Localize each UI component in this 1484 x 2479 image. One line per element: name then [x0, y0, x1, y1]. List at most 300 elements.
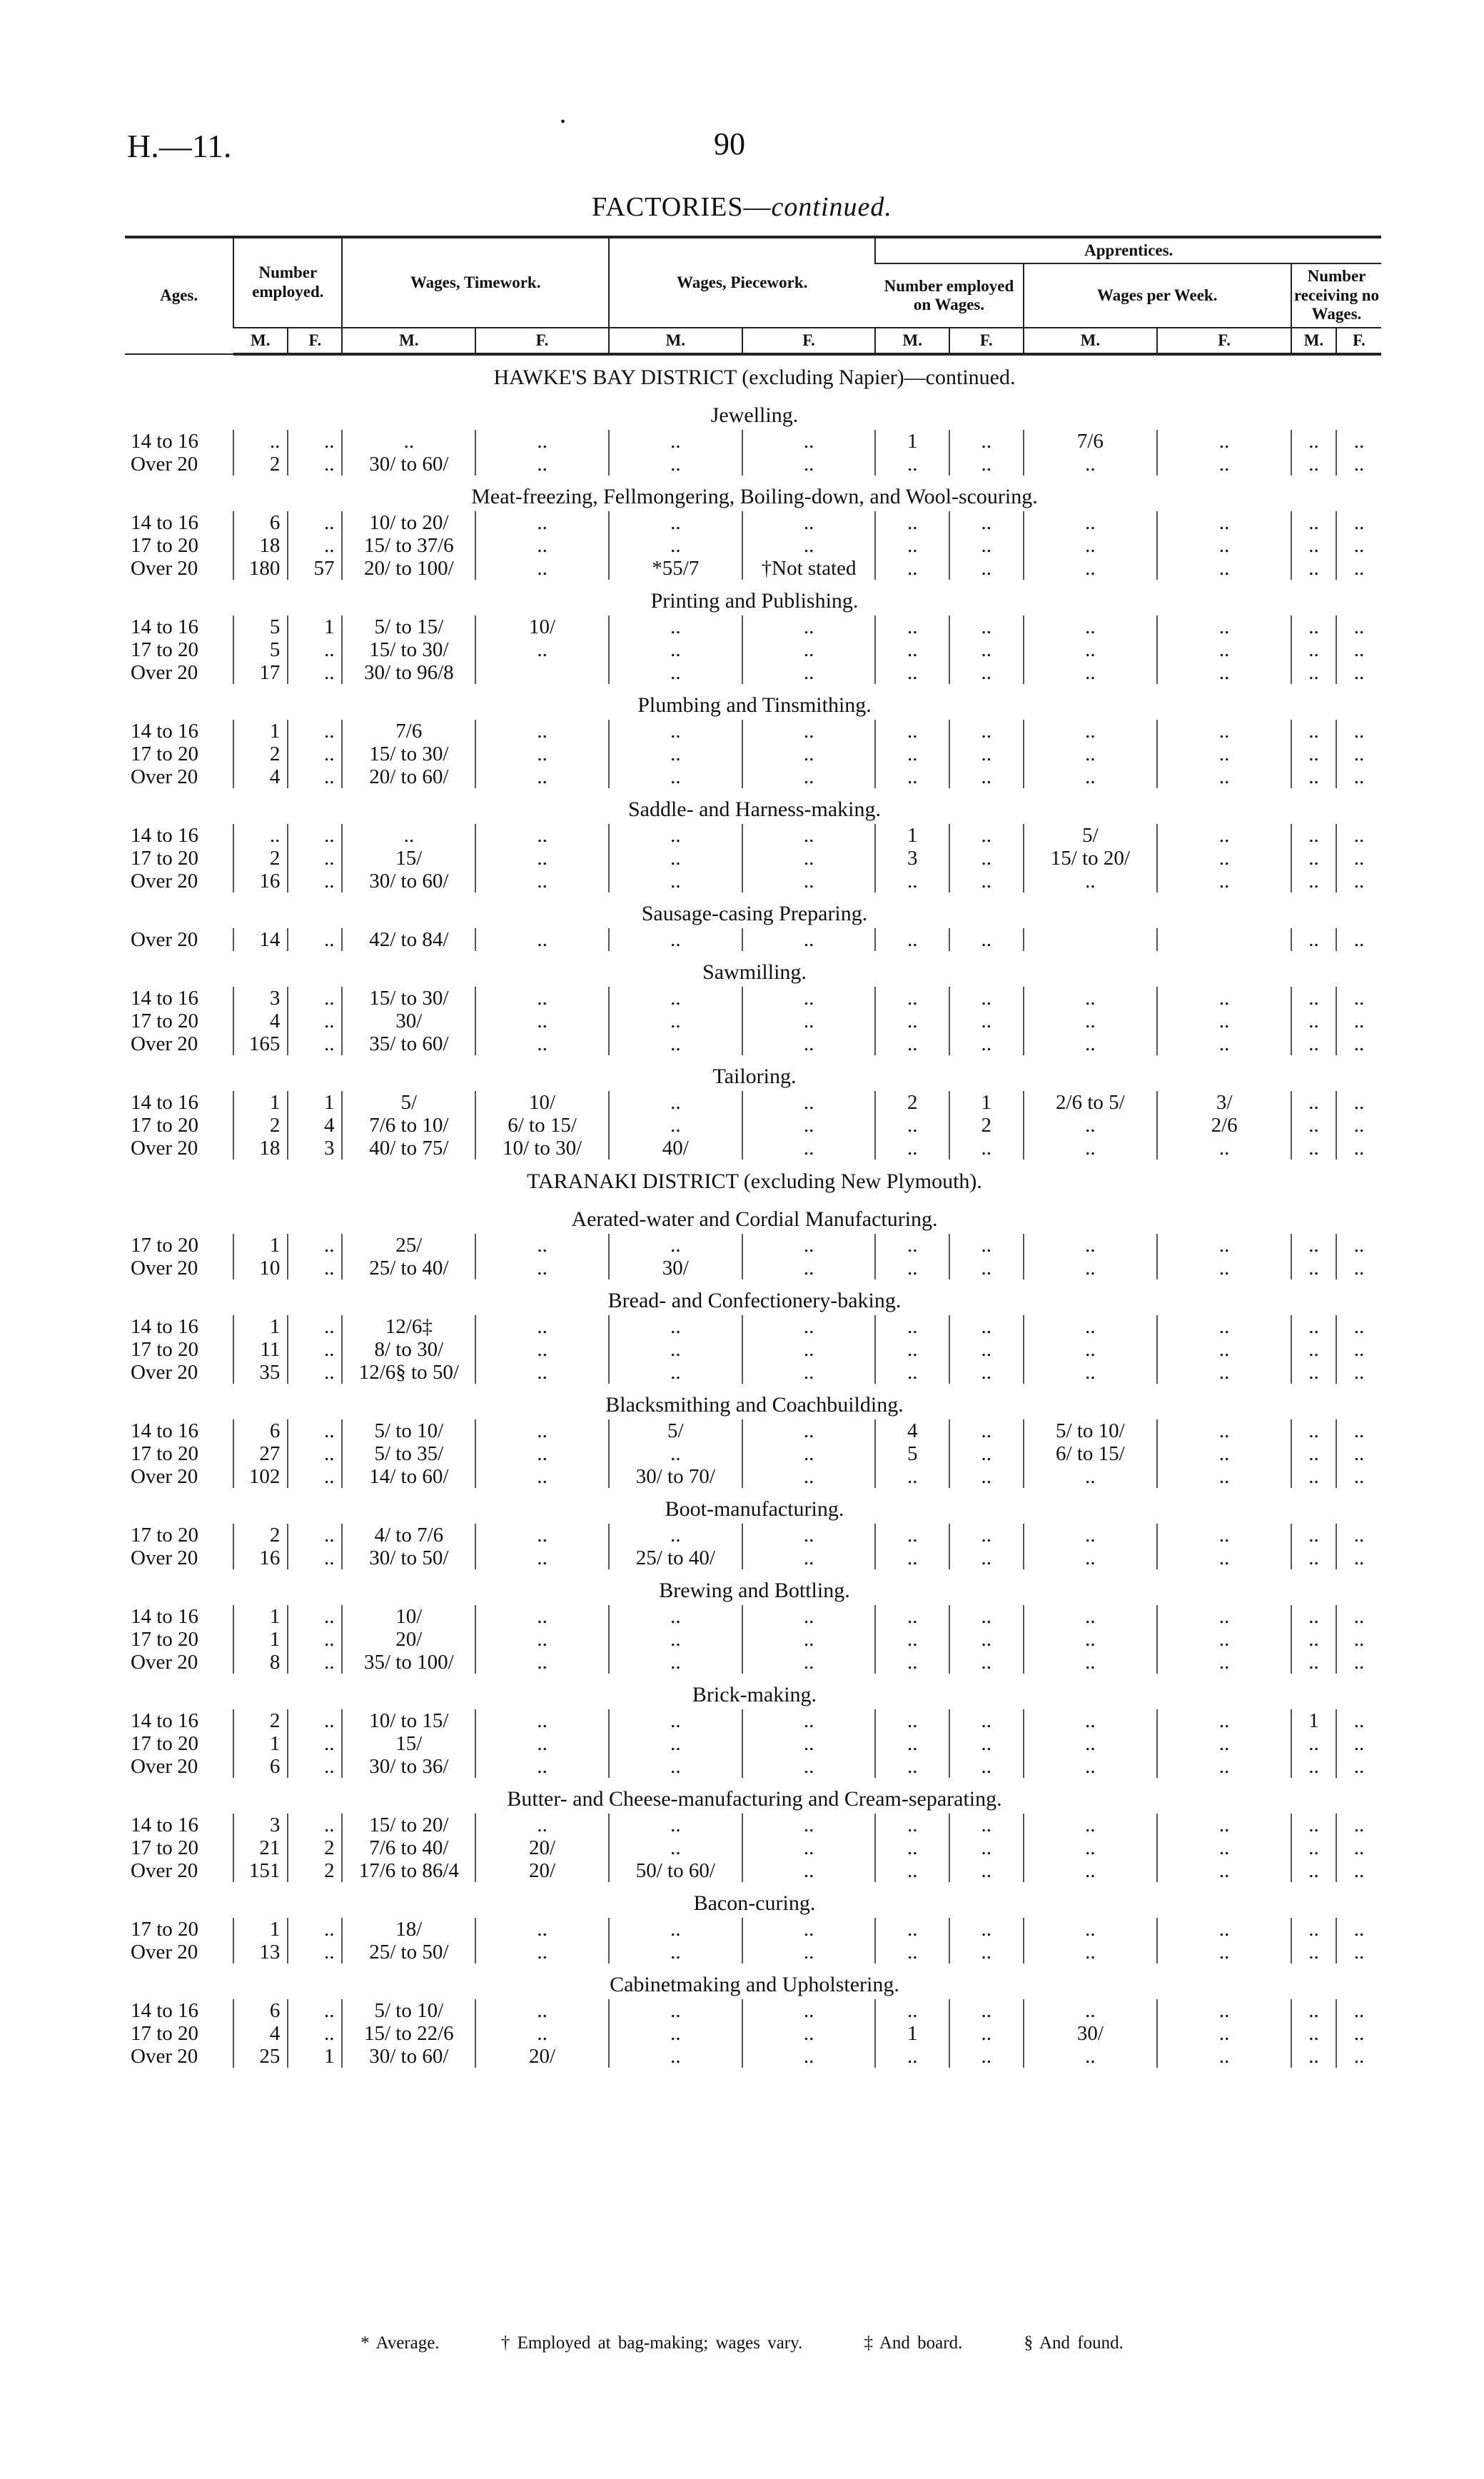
table-cell: ..	[475, 1605, 609, 1628]
table-cell: ..	[875, 743, 949, 765]
industry-heading-row	[125, 476, 1381, 511]
table-cell: ..	[742, 1114, 876, 1137]
age-cell: 14 to 16	[131, 824, 199, 848]
table-cell: ..	[1336, 534, 1381, 557]
table-cell: ..	[342, 430, 475, 453]
industry-heading-row	[125, 580, 1381, 615]
table-cell: ..	[742, 1419, 876, 1442]
table-cell: ..	[609, 1234, 742, 1257]
table-cell: ..	[1336, 2045, 1381, 2068]
table-cell: ..	[475, 1315, 609, 1338]
table-cell: ..	[1024, 870, 1158, 892]
table-cell: ..	[1291, 1605, 1336, 1628]
table-cell: ..	[288, 847, 342, 870]
industry-heading-row	[125, 684, 1381, 720]
table-cell: ..	[1336, 928, 1381, 951]
table-cell: 1	[949, 1091, 1024, 1114]
table-cell: ..	[1157, 1032, 1291, 1055]
table-cell: ..	[1024, 1338, 1158, 1361]
table-cell: ..	[1336, 1032, 1381, 1055]
table-cell: ..	[1024, 1918, 1158, 1941]
table-cell: ..	[1336, 661, 1381, 684]
table-cell: 30/ to 60/	[342, 870, 475, 892]
table-cell: ..	[1336, 743, 1381, 765]
table-cell: ..	[288, 1234, 342, 1257]
table-cell: ..	[1024, 1605, 1158, 1628]
page-title-main: FACTORIES—	[592, 192, 772, 222]
table-cell: ..	[949, 1257, 1024, 1279]
table-cell: ..	[288, 2022, 342, 2045]
table-cell: ..	[288, 511, 342, 534]
table-cell: 20/	[342, 1628, 475, 1651]
table-cell: ..	[1336, 1234, 1381, 1257]
age-cell: 17 to 20	[131, 534, 199, 558]
table-cell: ..	[609, 847, 742, 870]
table-cell: ..	[1291, 638, 1336, 661]
table-cell: ..	[1291, 1732, 1336, 1755]
table-cell: ..	[1024, 1755, 1158, 1778]
table-cell: ..	[1291, 1315, 1336, 1338]
table-cell: ..	[1336, 1999, 1381, 2022]
table-cell: ..	[875, 1547, 949, 1569]
table-cell: 15/ to 22/6	[342, 2022, 475, 2045]
page-number: 90	[714, 126, 745, 161]
table-cell: 50/ to 60/	[609, 1859, 742, 1882]
col-header-m: M.	[1024, 328, 1158, 354]
table-row	[125, 1605, 1381, 1628]
table-cell: 1	[233, 1234, 288, 1257]
table-cell: ..	[949, 1709, 1024, 1732]
table-cell: 1	[233, 1605, 288, 1628]
table-cell: 20/ to 60/	[342, 765, 475, 788]
table-cell: ..	[475, 453, 609, 476]
industry-heading: Brick-making.	[692, 1683, 817, 1707]
table-cell: 5/ to 10/	[1024, 1419, 1158, 1442]
table-cell: 30/ to 60/	[342, 2045, 475, 2068]
table-cell: ..	[1336, 1918, 1381, 1941]
table-cell: ..	[949, 1732, 1024, 1755]
table-cell: 30/ to 60/	[342, 453, 475, 476]
table-cell: 30/ to 36/	[342, 1755, 475, 1778]
table-row	[125, 1442, 1381, 1465]
table-cell: ..	[288, 661, 342, 684]
table-cell: ..	[288, 1361, 342, 1384]
table-cell: ..	[609, 1709, 742, 1732]
table-cell: ..	[288, 824, 342, 847]
table-cell: 15/ to 20/	[1024, 847, 1158, 870]
table-cell: ..	[1291, 1465, 1336, 1488]
age-cell: 14 to 16	[131, 615, 199, 639]
table-cell: ..	[609, 1605, 742, 1628]
table-row	[125, 1234, 1381, 1257]
table-cell: 30/	[342, 1010, 475, 1032]
table-cell: ..	[742, 1651, 876, 1674]
table-cell: ..	[1157, 2045, 1291, 2068]
table-cell: 1	[288, 1091, 342, 1114]
table-cell: ..	[475, 2022, 609, 2045]
table-cell: 5	[233, 615, 288, 638]
table-cell: 1	[875, 824, 949, 847]
table-cell: 5/	[1024, 824, 1158, 847]
table-cell: ..	[1157, 1859, 1291, 1882]
table-cell: ..	[1291, 1114, 1336, 1137]
table-cell: 5/ to 35/	[342, 1442, 475, 1465]
table-cell: 35/ to 100/	[342, 1651, 475, 1674]
table-row	[125, 1315, 1381, 1338]
table-row	[125, 1999, 1381, 2022]
table-cell: ..	[1291, 765, 1336, 788]
table-cell: ..	[288, 453, 342, 476]
table-cell: ..	[1157, 1338, 1291, 1361]
table-cell: 3/	[1157, 1091, 1291, 1114]
table-row	[125, 638, 1381, 661]
table-cell: ..	[1157, 1010, 1291, 1032]
table-cell: 3	[233, 1814, 288, 1836]
table-cell: ..	[1291, 1091, 1336, 1114]
table-cell: ..	[288, 1524, 342, 1547]
table-cell: ..	[875, 1941, 949, 1963]
table-row	[125, 765, 1381, 788]
table-cell: 1	[875, 2022, 949, 2045]
col-header-f: F.	[949, 328, 1024, 354]
table-cell: 4	[875, 1419, 949, 1442]
table-cell: ..	[742, 1814, 876, 1836]
table-cell: ..	[1024, 1651, 1158, 1674]
table-cell: ..	[1291, 720, 1336, 743]
table-row	[125, 824, 1381, 847]
table-cell: ..	[949, 1315, 1024, 1338]
stray-mark: •	[560, 114, 566, 130]
age-cell: Over 20	[131, 1257, 198, 1280]
table-cell: ..	[1024, 615, 1158, 638]
table-cell: ..	[288, 720, 342, 743]
table-cell: ..	[742, 453, 876, 476]
age-cell: 14 to 16	[131, 720, 199, 743]
table-cell: ..	[949, 1651, 1024, 1674]
table-cell: ..	[475, 765, 609, 788]
col-header-m: M.	[875, 328, 949, 354]
table-cell: ..	[1291, 1941, 1336, 1963]
age-cell: 17 to 20	[131, 743, 199, 766]
table-row	[125, 1114, 1381, 1137]
table-cell: ..	[609, 824, 742, 847]
table-cell: *55/7	[609, 557, 742, 580]
table-cell: 15/ to 37/6	[342, 534, 475, 557]
table-cell: ..	[288, 430, 342, 453]
table-cell: ..	[1024, 661, 1158, 684]
table-cell: 10/	[342, 1605, 475, 1628]
table-cell: ..	[1024, 1315, 1158, 1338]
table-cell: ..	[609, 1524, 742, 1547]
table-cell: ..	[1291, 824, 1336, 847]
table-cell: 102	[233, 1465, 288, 1488]
table-cell: ..	[949, 1137, 1024, 1160]
table-cell: ..	[1157, 615, 1291, 638]
table-cell: ..	[609, 534, 742, 557]
table-cell: 15/	[342, 847, 475, 870]
table-cell: ..	[949, 1605, 1024, 1628]
table-cell: 6	[233, 1755, 288, 1778]
age-cell: Over 20	[131, 1032, 198, 1056]
age-cell: Over 20	[131, 557, 198, 580]
industry-heading-row	[125, 1569, 1381, 1605]
table-cell: 2	[233, 1524, 288, 1547]
table-row	[125, 847, 1381, 870]
table-cell: ..	[742, 1732, 876, 1755]
table-cell: ..	[288, 928, 342, 951]
table-cell: ..	[1157, 870, 1291, 892]
table-cell: ..	[875, 1859, 949, 1882]
table-cell: 30/	[609, 1257, 742, 1279]
table-cell: ..	[742, 1547, 876, 1569]
table-cell: 25	[233, 2045, 288, 2068]
table-cell: ..	[288, 1315, 342, 1338]
table-cell: ..	[475, 557, 609, 580]
table-cell: ..	[875, 870, 949, 892]
table-cell: ..	[875, 661, 949, 684]
table-cell: ..	[1291, 1859, 1336, 1882]
table-cell: ..	[1157, 453, 1291, 476]
table-cell: ..	[742, 1941, 876, 1963]
table-cell: ..	[1336, 638, 1381, 661]
table-cell: ..	[1336, 453, 1381, 476]
table-cell: ..	[875, 1338, 949, 1361]
table-cell: 57	[288, 557, 342, 580]
table-cell	[475, 661, 609, 684]
col-header-appr-number-employed: Number employed on Wages.	[875, 263, 1023, 327]
table-cell: ..	[742, 1315, 876, 1338]
table-cell: ..	[609, 430, 742, 453]
table-cell: ..	[1157, 557, 1291, 580]
table-cell: ..	[1157, 1651, 1291, 1674]
table-cell: ..	[949, 661, 1024, 684]
table-cell: ..	[342, 824, 475, 847]
age-cell: Over 20	[131, 1651, 198, 1674]
table-cell: ..	[1291, 743, 1336, 765]
table-cell: ..	[742, 1524, 876, 1547]
table-cell: ..	[609, 1651, 742, 1674]
age-cell: 14 to 16	[131, 1091, 199, 1115]
table-cell: ..	[1291, 511, 1336, 534]
table-cell: ..	[1336, 1338, 1381, 1361]
table-cell: ..	[742, 743, 876, 765]
table-cell: ..	[1336, 430, 1381, 453]
table-cell: 6/ to 15/	[1024, 1442, 1158, 1465]
table-cell: ..	[288, 1442, 342, 1465]
table-cell: ..	[1336, 1010, 1381, 1032]
table-cell: ..	[475, 1628, 609, 1651]
table-cell: ..	[875, 615, 949, 638]
table-cell: ..	[1336, 1114, 1381, 1137]
table-cell: ..	[609, 1114, 742, 1137]
table-cell: ..	[949, 1941, 1024, 1963]
table-cell: ..	[1291, 928, 1336, 951]
age-cell: Over 20	[131, 928, 198, 952]
table-cell: ..	[1157, 720, 1291, 743]
table-cell: ..	[949, 1234, 1024, 1257]
table-cell: ..	[1336, 847, 1381, 870]
age-cell: 17 to 20	[131, 1918, 199, 1941]
table-cell: ..	[288, 1419, 342, 1442]
industry-heading: Bread- and Confectionery-baking.	[607, 1289, 902, 1313]
page-title-continued: continued.	[771, 192, 892, 222]
table-cell: ..	[742, 1010, 876, 1032]
table-cell: ..	[1291, 1338, 1336, 1361]
table-cell: ..	[609, 1732, 742, 1755]
table-cell: ..	[1336, 1709, 1381, 1732]
table-cell: ..	[1157, 638, 1291, 661]
table-cell: ..	[1291, 987, 1336, 1010]
table-cell: ..	[288, 1755, 342, 1778]
age-cell: Over 20	[131, 1465, 198, 1489]
table-cell: ..	[1024, 1114, 1158, 1137]
table-cell: ..	[1336, 1628, 1381, 1651]
table-cell: 10/	[475, 615, 609, 638]
table-row	[125, 1137, 1381, 1160]
table-cell: 17/6 to 86/4	[342, 1859, 475, 1882]
table-cell: ..	[1291, 1755, 1336, 1778]
industry-heading: Saddle- and Harness-making.	[627, 798, 882, 822]
col-header-m: M.	[342, 328, 475, 354]
col-header-f: F.	[1336, 328, 1381, 354]
table-cell: ..	[949, 1524, 1024, 1547]
table-cell: ..	[949, 615, 1024, 638]
table-cell: ..	[1291, 847, 1336, 870]
table-cell: ..	[288, 1732, 342, 1755]
table-cell: ..	[1336, 870, 1381, 892]
table-cell: ..	[875, 928, 949, 951]
table-cell: ..	[1336, 1605, 1381, 1628]
table-cell: ..	[475, 1465, 609, 1488]
table-cell: ..	[1336, 1755, 1381, 1778]
table-cell: ..	[233, 430, 288, 453]
table-cell: ..	[1024, 1732, 1158, 1755]
table-cell: ..	[1024, 511, 1158, 534]
table-cell: ..	[475, 1755, 609, 1778]
table-cell: ..	[875, 511, 949, 534]
table-row	[125, 1524, 1381, 1547]
table-cell: 25/ to 40/	[342, 1257, 475, 1279]
table-row	[125, 430, 1381, 453]
table-cell: ..	[1024, 1836, 1158, 1859]
table-cell: ..	[475, 1999, 609, 2022]
table-cell: ..	[288, 1814, 342, 1836]
age-cell: Over 20	[131, 1547, 198, 1570]
table-cell: ..	[1157, 987, 1291, 1010]
table-cell: 2	[875, 1091, 949, 1114]
table-cell: ..	[475, 1338, 609, 1361]
table-cell: ..	[1024, 1709, 1158, 1732]
table-body	[125, 354, 1381, 2068]
table-cell: ..	[1291, 1999, 1336, 2022]
table-cell: ..	[609, 1338, 742, 1361]
table-row	[125, 720, 1381, 743]
table-cell: 10/ to 15/	[342, 1709, 475, 1732]
table-cell: ..	[1157, 1709, 1291, 1732]
table-cell: ..	[475, 534, 609, 557]
table-cell: ..	[742, 1628, 876, 1651]
table-row	[125, 1010, 1381, 1032]
table-cell: ..	[1024, 765, 1158, 788]
table-cell: ..	[288, 1651, 342, 1674]
table-cell: 30/ to 96/8	[342, 661, 475, 684]
table-cell: ..	[475, 1257, 609, 1279]
table-cell: 2	[949, 1114, 1024, 1137]
table-cell: ..	[475, 928, 609, 951]
table-cell: ..	[742, 1234, 876, 1257]
industry-heading-row	[125, 1963, 1381, 1999]
table-cell: ..	[1336, 1419, 1381, 1442]
industry-heading: Meat-freezing, Fellmongering, Boiling-down, and Wool-scouring.	[471, 485, 1038, 509]
table-cell: 6/ to 15/	[475, 1114, 609, 1137]
table-cell: ..	[1024, 1257, 1158, 1279]
table-cell: ..	[288, 1547, 342, 1569]
table-cell: 10/ to 30/	[475, 1137, 609, 1160]
table-cell: ..	[742, 1361, 876, 1384]
age-cell: Over 20	[131, 1859, 198, 1883]
table-cell: 5	[875, 1442, 949, 1465]
table-cell: 35/ to 60/	[342, 1032, 475, 1055]
table-cell: 18	[233, 534, 288, 557]
industry-heading-row	[125, 1279, 1381, 1315]
table-cell: 25/ to 40/	[609, 1547, 742, 1569]
table-cell: ..	[609, 1010, 742, 1032]
table-row	[125, 1419, 1381, 1442]
table-cell: ..	[949, 743, 1024, 765]
table-cell: ..	[742, 847, 876, 870]
table-cell: ..	[875, 1605, 949, 1628]
table-cell: 17	[233, 661, 288, 684]
table-cell: 2	[233, 1114, 288, 1137]
age-cell: Over 20	[131, 661, 198, 685]
table-cell: ..	[609, 765, 742, 788]
table-cell: ..	[875, 1010, 949, 1032]
table-cell: ..	[475, 720, 609, 743]
table-cell: 1	[1291, 1709, 1336, 1732]
table-cell: ..	[609, 2022, 742, 2045]
table-cell: ..	[742, 1859, 876, 1882]
table-cell: ..	[875, 1755, 949, 1778]
table-cell: ..	[475, 1814, 609, 1836]
table-cell: ..	[875, 1999, 949, 2022]
table-row	[125, 1836, 1381, 1859]
table-cell: ..	[742, 1999, 876, 2022]
table-cell: ..	[1291, 453, 1336, 476]
table-cell: ..	[1157, 1918, 1291, 1941]
table-cell: ..	[949, 824, 1024, 847]
table-cell: ..	[1024, 1010, 1158, 1032]
table-cell: ..	[288, 1709, 342, 1732]
table-cell: 30/	[1024, 2022, 1158, 2045]
table-cell: ..	[875, 1836, 949, 1859]
table-cell: ..	[949, 1918, 1024, 1941]
table-row	[125, 1091, 1381, 1114]
table-cell: ..	[742, 1605, 876, 1628]
table-cell: 180	[233, 557, 288, 580]
table-cell: ..	[1157, 1628, 1291, 1651]
table-cell: ..	[609, 928, 742, 951]
table-cell: ..	[875, 1315, 949, 1338]
table-cell: 1	[233, 1091, 288, 1114]
table-cell: ..	[1024, 743, 1158, 765]
table-cell: ..	[1024, 987, 1158, 1010]
table-cell: ..	[1157, 824, 1291, 847]
industry-heading-row	[125, 1384, 1381, 1419]
table-cell: ..	[1024, 1859, 1158, 1882]
table-cell: ..	[1336, 1091, 1381, 1114]
table-cell: ..	[1024, 1628, 1158, 1651]
table-cell: 15/ to 30/	[342, 743, 475, 765]
